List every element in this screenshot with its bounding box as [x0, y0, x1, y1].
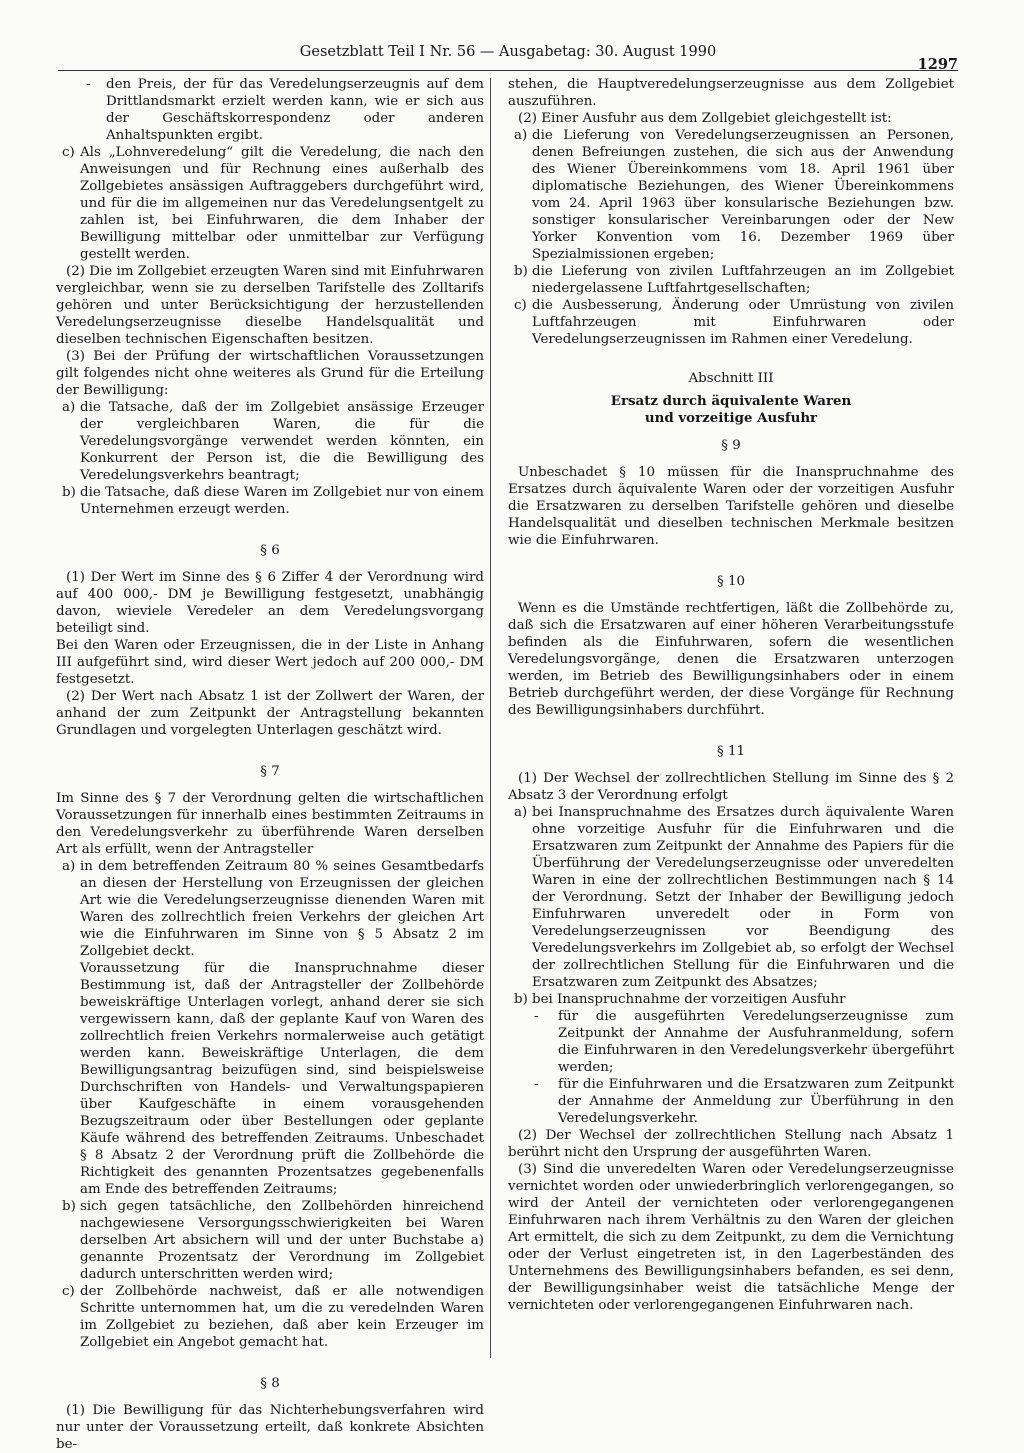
- column-divider: [490, 78, 491, 1358]
- list-marker: b): [62, 485, 76, 500]
- paragraph: sich gegen tatsächliche, den Zollbehörden hinreichend nachgewiesene Versorgungsschwierigkeiten bei Waren derselben Art absichern will und der unter Buchstabe a) genannte Prozentsatz der Verordnung im Zollgebiet dadurch unterschritten werden wird;: [80, 1199, 484, 1282]
- list-marker: b): [514, 264, 528, 279]
- paragraph: der Zollbehörde nachweist, daß er alle notwendigen Schritte unternommen hat, um die zu veredelnden Waren im Zollgebiet zu beziehen, daß aber kein Erzeuger im Zollgebiet ein Angebot gemacht hat.: [80, 1284, 484, 1350]
- paragraph: (2) Der Wechsel der zollrechtlichen Stellung nach Absatz 1 berührt nicht den Ursprung der ausgeführten Waren.: [508, 1128, 954, 1160]
- list-marker: c): [514, 298, 527, 313]
- list-item: [508, 1008, 954, 1076]
- list-marker: a): [62, 400, 76, 415]
- list-item: [56, 858, 484, 960]
- list-item: [56, 399, 484, 484]
- paragraph: (1) Der Wert im Sinne des § 6 Ziffer 4 der Verordnung wird auf 400 000,- DM je Bewilligung festgesetzt, unabhängig davon, wieviele Veredeler an dem Veredelungsvorgang beteiligt sind.: [56, 570, 484, 636]
- paragraph: für die ausgeführten Veredelungserzeugnisse zum Zeitpunkt der Annahme der Ausfuhranmeldung, sofern die Einfuhrwaren in den Veredelungsverkehr übergeführt werden;: [558, 1009, 954, 1075]
- dash-marker: -: [534, 1077, 539, 1092]
- list-marker: a): [514, 805, 528, 820]
- list-item: [508, 297, 954, 348]
- paragraph: die Ausbesserung, Änderung oder Umrüstung von zivilen Luftfahrzeugen mit Einfuhrwaren oder Veredelungserzeugnissen im Rahmen einer Veredelung.: [532, 298, 954, 347]
- section-heading: § 9: [721, 438, 741, 453]
- section-heading: § 7: [260, 764, 280, 779]
- paragraph: (1) Die Bewilligung für das Nichterhebungsverfahren wird nur unter der Voraussetzung erteilt, daß konkrete Absichten be-: [56, 1403, 484, 1452]
- dash-marker: -: [534, 1009, 539, 1024]
- paragraph: (2) Der Wert nach Absatz 1 ist der Zollwert der Waren, der anhand der zum Zeitpunkt der Antragstellung bekannten Grundlagen und vorgelegten Unterlagen geschätzt wird.: [56, 689, 484, 738]
- paragraph: Unbeschadet § 10 müssen für die Inanspruchnahme des Ersatzes durch äquivalente Waren oder der vorzeitigen Ausfuhr die Ersatzwaren zu derselben Tarifstelle gehören und dieselbe Handelsqualität und dieselben technischen Merkmale besitzen wie die Einfuhrwaren.: [508, 465, 954, 548]
- section-heading: § 8: [260, 1376, 280, 1391]
- paragraph: die Lieferung von zivilen Luftfahrzeugen an im Zollgebiet niedergelassene Luftfahrtgesellschaften;: [532, 264, 954, 296]
- paragraph: (3) Sind die unveredelten Waren oder Veredelungserzeugnisse vernichtet worden oder unwiederbringlich verlorengegangen, so wird der Anteil der vernichteten oder verlorengegangenen Einfuhrwaren nach ihrem Verhältnis zu den Waren der gleichen Art ermittelt, die sich zu dem Zeitpunkt, zu dem die Vernichtung oder der Verlust eingetreten ist, in den Lagerbeständen des Unternehmens des Bewilligungsinhabers befanden, es sei denn, der Bewilligungsinhaber weist die tatsächliche Menge der vernichteten oder verlorengegangenen Einfuhrwaren nach.: [508, 1162, 954, 1313]
- dash-marker: -: [86, 77, 91, 92]
- section-heading: § 6: [260, 543, 280, 558]
- part-heading: Abschnitt III: [688, 371, 774, 386]
- section-heading: § 11: [717, 744, 745, 759]
- list-marker: b): [514, 992, 528, 1007]
- list-item: [508, 127, 954, 263]
- page-number: 1297: [917, 56, 958, 73]
- section-heading: § 10: [717, 574, 745, 589]
- list-item: [508, 1076, 954, 1127]
- paragraph: Als „Lohnveredelung“ gilt die Veredelung, die nach den Anweisungen und für Rechnung eines außerhalb des Zollgebietes ansässigen Auftraggebers durchgeführt wird, und für die im allgemeinen nur das Veredelungsentgelt zu zahlen ist, bei Einfuhrwaren, die dem Inhaber der Bewilligung mittelbar oder unmittelbar zur Verfügung gestellt werden.: [80, 145, 484, 262]
- paragraph: Wenn es die Umstände rechtfertigen, läßt die Zollbehörde zu, daß sich die Ersatzwaren auf einer höheren Verarbeitungsstufe befinden als die Einfuhrwaren, sofern die wesentlichen Veredelungsvorgänge, denen die Ersatzwaren unterzogen werden, im Betrieb des Bewilligungsinhabers oder in einem Betrieb durchgeführt werden, der diese Vorgänge für Rechnung des Bewilligungsinhabers durchführt.: [508, 601, 954, 718]
- paragraph: (2) Einer Ausfuhr aus dem Zollgebiet gleichgestellt ist:: [518, 111, 892, 126]
- paragraph: Bei den Waren oder Erzeugnissen, die in der Liste in Anhang III aufgeführt sind, wird dieser Wert jedoch auf 200 000,- DM festgesetzt.: [56, 638, 484, 687]
- paragraph: (1) Der Wechsel der zollrechtlichen Stellung im Sinne des § 2 Absatz 3 der Verordnung erfolgt: [508, 771, 954, 803]
- list-item: [56, 484, 484, 518]
- paragraph: (2) Die im Zollgebiet erzeugten Waren sind mit Einfuhrwaren vergleichbar, wenn sie zu derselben Tarifstelle des Zolltarifs gehören und unter Berücksichtigung der herzustellenden Veredelungserzeugnisse dieselbe Handelsqualität und dieselben technischen Eigenschaften besitzen.: [56, 264, 484, 347]
- paragraph: für die Einfuhrwaren und die Ersatzwaren zum Zeitpunkt der Annahme der Anmeldung zur Überführung in den Veredelungsverkehr.: [558, 1077, 954, 1126]
- paragraph: Voraussetzung für die Inanspruchnahme dieser Bestimmung ist, daß der Antragsteller der Zollbehörde beweiskräftige Unterlagen vorlegt, anhand derer sie sich vergewissern kann, daß der geplante Kauf von Waren des zollrechtlich freien Verkehrs normalerweise auch getätigt werden kann. Beweiskräftige Unterlagen, die dem Bewilligungsantrag beizufügen sind, sind beispielsweise Durchschriften von Handels- und Verwaltungspapieren über Kaufgeschäfte in einem vorausgehenden Bezugszeitraum oder über Bestellungen oder geplante Käufe während des betreffenden Zeitraums. Unbeschadet § 8 Absatz 2 der Verordnung prüft die Zollbehörde die Richtigkeit des genannten Prozentsatzes gegebenenfalls am Ende des betreffenden Zeitraums;: [80, 961, 484, 1197]
- list-item: [508, 263, 954, 297]
- paragraph: den Preis, der für das Veredelungserzeugnis auf dem Drittlandsmarkt erzielt werden kann, wie er sich aus der Geschäftskorrespondenz oder anderen Anhaltspunkten ergibt.: [106, 77, 484, 143]
- paragraph: die Lieferung von Veredelungserzeugnissen an Personen, denen Befreiungen zustehen, die sich aus der Anwendung des Wiener Übereinkommens vom 18. April 1961 über diplomatische Beziehungen, des Wiener Übereinkommens vom 24. April 1963 über konsularische Beziehungen bzw. sonstiger konsularischer Vereinbarungen oder der New Yorker Konvention vom 16. Dezember 1969 über Spezialmissionen ergeben;: [532, 128, 954, 262]
- left-column: [56, 76, 484, 1453]
- part-title-line: Ersatz durch äquivalente Waren: [610, 393, 852, 409]
- paragraph: Im Sinne des § 7 der Verordnung gelten die wirtschaftlichen Voraussetzungen für innerhalb eines bestimmten Zeitraums in den Veredelungsverkehr zu überführende Waren derselben Art als erfüllt, wenn der Antragsteller: [56, 791, 484, 857]
- paragraph: in dem betreffenden Zeitraum 80 % seines Gesamtbedarfs an diesen der Herstellung von Erzeugnissen der gleichen Art wie die Veredelungserzeugnisse dienenden Waren mit Waren des zollrechtlich freien Verkehrs der gleichen Art wie die Einfuhrwaren im Sinne von § 5 Absatz 2 im Zollgebiet deckt.: [80, 859, 484, 959]
- list-item: [56, 1283, 484, 1351]
- list-marker: c): [62, 145, 75, 160]
- paragraph: bei Inanspruchnahme des Ersatzes durch äquivalente Waren ohne vorzeitige Ausfuhr für die Einfuhrwaren und die Ersatzwaren zum Zeitpunkt der Annahme des Papiers für die Überführung der Veredelungserzeugnisse oder unveredelten Waren in eine der zollrechtlichen Bestimmungen nach § 14 der Verordnung. Setzt der Inhaber der Bewilligung jedoch Einfuhrwaren unveredelt oder in Form von Veredelungserzeugnissen vor Beendigung des Veredelungsverkehrs im Zollgebiet ab, so erfolgt der Wechsel der zollrechtlichen Stellung für die Einfuhrwaren und die Ersatzwaren zum Zeitpunkt des Absatzes;: [532, 805, 954, 990]
- list-marker: c): [62, 1284, 75, 1299]
- list-marker: b): [62, 1199, 76, 1214]
- paragraph: (3) Bei der Prüfung der wirtschaftlichen Voraussetzungen gilt folgendes nicht ohne weiteres als Grund für die Erteilung der Bewilligung:: [56, 349, 484, 398]
- header-title: Gesetzblatt Teil I Nr. 56 — Ausgabetag: 30. August 1990: [299, 44, 717, 60]
- list-marker: a): [514, 128, 528, 143]
- part-title-line: und vorzeitige Ausfuhr: [644, 410, 818, 426]
- list-marker: a): [62, 859, 76, 874]
- right-column: [508, 76, 954, 1314]
- paragraph: bei Inanspruchnahme der vorzeitigen Ausfuhr: [532, 992, 846, 1007]
- list-item: [56, 144, 484, 263]
- paragraph: stehen, die Hauptveredelungserzeugnisse aus dem Zollgebiet auszuführen.: [508, 77, 954, 109]
- paragraph: die Tatsache, daß der im Zollgebiet ansässige Erzeuger der vergleichbaren Waren, die für die Veredelungsvorgänge verwendet werden könnten, ein Konkurrent der Person ist, die die Bewilligung des Veredelungsverkehrs beantragt;: [80, 400, 484, 483]
- paragraph: die Tatsache, daß diese Waren im Zollgebiet nur von einem Unternehmen erzeugt werden.: [80, 485, 484, 517]
- part-title: [508, 393, 954, 427]
- list-item: [56, 76, 484, 144]
- list-item: [508, 804, 954, 991]
- list-item: [56, 1198, 484, 1283]
- page-header: [58, 40, 958, 71]
- list-item: [508, 991, 954, 1008]
